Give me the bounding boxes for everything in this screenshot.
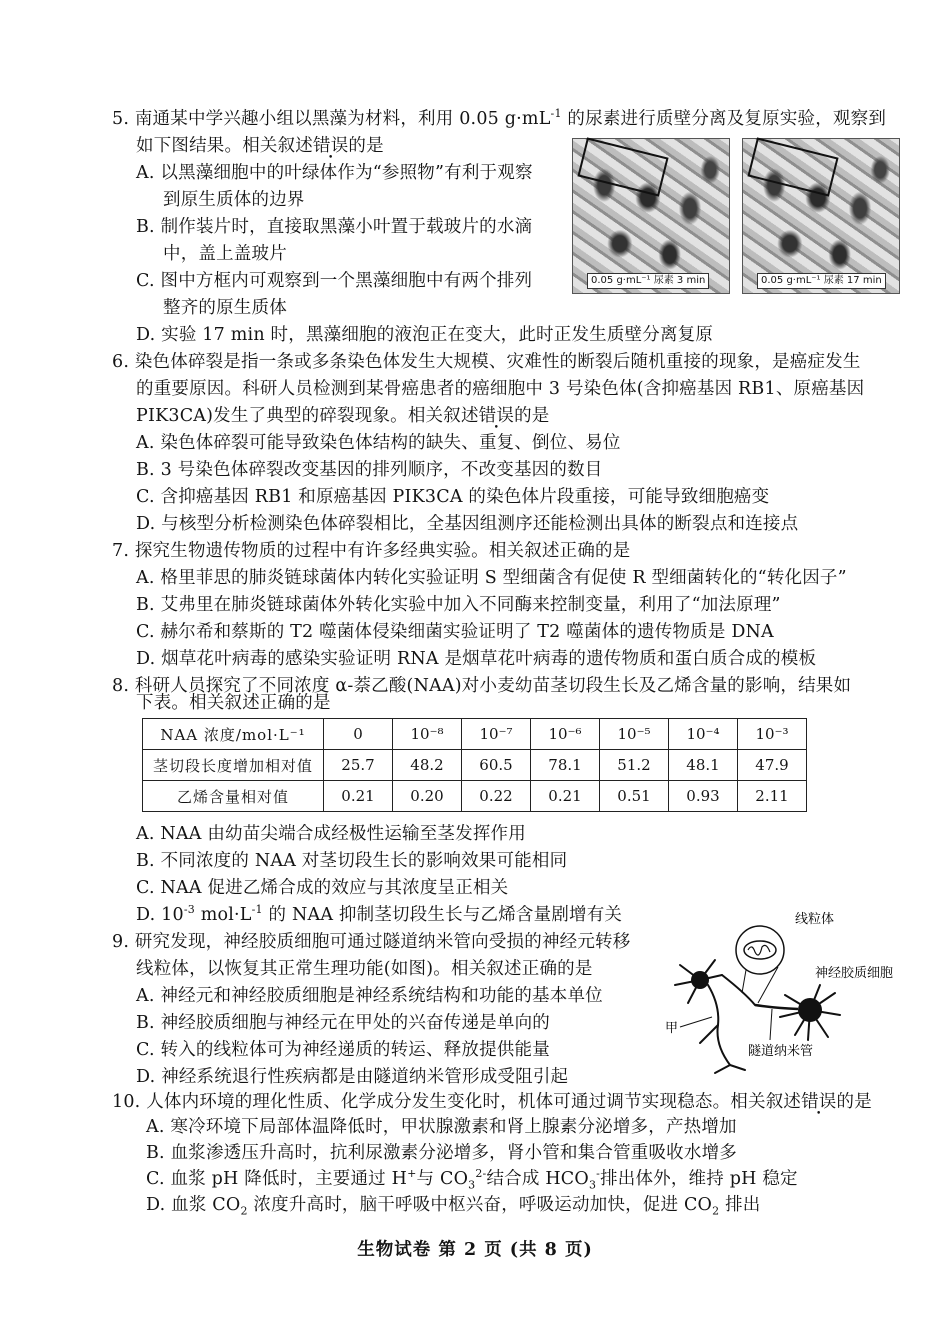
table-cell: 10⁻⁷ — [462, 719, 531, 750]
row-header: 茎切段长度增加相对值 — [143, 750, 324, 781]
q5-option-b: B. 制作装片时，直接取黑藻小叶置于载玻片的水滴 — [136, 217, 533, 237]
table-cell: 10⁻⁵ — [600, 719, 669, 750]
table-cell: 51.2 — [600, 750, 669, 781]
table-cell: 0.21 — [531, 781, 600, 812]
table-cell: 47.9 — [738, 750, 807, 781]
q10-option-a: A. 寒冷环境下局部体温降低时，甲状腺激素和肾上腺素分泌增多，产热增加 — [146, 1117, 737, 1137]
label-nanotube: 隧道纳米管 — [748, 1044, 814, 1059]
micrograph-17min — [742, 138, 900, 294]
neuron-glia-diagram — [660, 905, 910, 1075]
q7-option-d: D. 烟草花叶病毒的感染实验证明 RNA 是烟草花叶病毒的遗传物质和蛋白质合成的模板 — [136, 649, 817, 669]
q5-option-d: D. 实验 17 min 时，黑藻细胞的液泡正在变大，此时正发生质壁分离复原 — [136, 325, 714, 345]
q10-stem: 10. 人体内环境的理化性质、化学成分发生变化时，机体可通过调节实现稳态。相关叙述错误的是 — [112, 1092, 872, 1112]
q5-option-a-cont: 到原生质体的边界 — [163, 190, 305, 210]
table-cell: 60.5 — [462, 750, 531, 781]
micrograph-caption: 0.05 g·mL⁻¹ 尿素 17 min — [757, 273, 886, 289]
table-cell: 78.1 — [531, 750, 600, 781]
table-cell: 0.21 — [324, 781, 393, 812]
q8-stem-line2: 下表。相关叙述正确的是 — [136, 693, 331, 713]
table-row — [143, 719, 807, 750]
q6-stem-line3: PIK3CA)发生了典型的碎裂现象。相关叙述错误的是 — [136, 406, 550, 426]
table-cell: 25.7 — [324, 750, 393, 781]
row-header: 乙烯含量相对值 — [143, 781, 324, 812]
table-row — [143, 781, 807, 812]
pointer-line — [770, 1009, 772, 1040]
table-cell: 0 — [324, 719, 393, 750]
glia-body — [798, 998, 822, 1022]
q7-option-c: C. 赫尔希和蔡斯的 T2 噬菌体侵染细菌实验证明了 T2 噬菌体的遗传物质是 DNA — [136, 622, 774, 642]
observation-box — [577, 137, 668, 196]
q6-option-a: A. 染色体碎裂可能导致染色体结构的缺失、重复、倒位、易位 — [136, 433, 621, 453]
q9-option-a: A. 神经元和神经胶质细胞是神经系统结构和功能的基本单位 — [136, 986, 603, 1006]
q8-option-a: A. NAA 由幼苗尖端合成经极性运输至茎发挥作用 — [136, 824, 526, 844]
naa-data-table — [142, 718, 807, 812]
micrograph-caption: 0.05 g·mL⁻¹ 尿素 3 min — [587, 273, 709, 289]
tunnel-nanotube — [755, 1005, 798, 1009]
q9-option-b: B. 神经胶质细胞与神经元在甲处的兴奋传递是单向的 — [136, 1013, 550, 1033]
q8-option-c: C. NAA 促进乙烯合成的效应与其浓度呈正相关 — [136, 878, 509, 898]
q10-option-c: C. 血浆 pH 降低时，主要通过 H+与 $CO_3^{2-}$结合成 $HCO_3^-$排出体外，维持 pH 稳定 — [146, 1167, 798, 1192]
table-cell: 10⁻³ — [738, 719, 807, 750]
label-jia: 甲 — [665, 1021, 679, 1036]
q9-stem-line1: 9. 研究发现，神经胶质细胞可通过隧道纳米管向受损的神经元转移 — [112, 932, 631, 952]
neuron-icon — [675, 960, 755, 1073]
q8-stem-line1: 8. 科研人员探究了不同浓度 α-萘乙酸(NAA)对小麦幼苗茎切段生长及乙烯含量的影响，结果如 — [112, 676, 852, 696]
q5-stem-line2: 如下图结果。相关叙述错误的是 — [136, 136, 384, 156]
q7-option-a: A. 格里菲思的肺炎链球菌体内转化实验证明 S 型细菌含有促使 R 型细菌转化的“转化因子” — [136, 568, 847, 588]
q9-option-c: C. 转入的线粒体可为神经递质的转运、释放提供能量 — [136, 1040, 550, 1060]
q5-option-a: A. 以黑藻细胞中的叶绿体作为“参照物”有利于观察 — [136, 163, 533, 183]
table-cell: 48.2 — [393, 750, 462, 781]
page-footer: 生物试卷 第 2 页 (共 8 页) — [357, 1240, 593, 1260]
q8-option-d: D. $10^{-3}$ $mol\cdot L^{-1}$ 的 NAA 抑制茎切段生长与乙烯含量剧增有关 — [136, 903, 623, 925]
neuron-body — [691, 971, 709, 989]
q6-option-d: D. 与核型分析检测染色体碎裂相比，全基因组测序还能检测出具体的断裂点和连接点 — [136, 514, 799, 534]
table-cell: 0.22 — [462, 781, 531, 812]
q10-option-b: B. 血浆渗透压升高时，抗利尿激素分泌增多，肾小管和集合管重吸收水增多 — [146, 1143, 737, 1163]
q7-option-b: B. 艾弗里在肺炎链球菌体外转化实验中加入不同酶来控制变量，利用了“加法原理” — [136, 595, 781, 615]
pointer-line — [680, 1017, 712, 1027]
q9-option-d: D. 神经系统退行性疾病都是由隧道纳米管形成受阻引起 — [136, 1067, 569, 1087]
table-row — [143, 750, 807, 781]
row-header: NAA 浓度/mol·L⁻¹ — [143, 719, 324, 750]
label-mitochondrion: 线粒体 — [795, 912, 835, 927]
table-cell: 0.20 — [393, 781, 462, 812]
q10-option-d: D. 血浆 $CO_2$ 浓度升高时，脑干呼吸中枢兴奋，呼吸运动加快，促进 $CO_2$ 排出 — [146, 1195, 761, 1218]
q6-stem-line1: 6. 染色体碎裂是指一条或多条染色体发生大规模、灾难性的断裂后随机重接的现象，是癌症发生 — [112, 352, 861, 372]
micrograph-3min — [572, 138, 730, 294]
mitochondrion-icon — [744, 941, 776, 959]
q8-option-b: B. 不同浓度的 NAA 对茎切段生长的影响效果可能相同 — [136, 851, 568, 871]
table-cell: 0.93 — [669, 781, 738, 812]
table-cell: 0.51 — [600, 781, 669, 812]
table-cell: 10⁻⁴ — [669, 719, 738, 750]
q7-stem: 7. 探究生物遗传物质的过程中有许多经典实验。相关叙述正确的是 — [112, 541, 631, 561]
q5-option-c: C. 图中方框内可观察到一个黑藻细胞中有两个排列 — [136, 271, 533, 291]
q6-stem-line2: 的重要原因。科研人员检测到某骨癌患者的癌细胞中 3 号染色体(含抑癌基因 RB1、原癌基因 — [136, 379, 865, 399]
observation-box — [747, 137, 838, 196]
table-cell: 48.1 — [669, 750, 738, 781]
label-glia: 神经胶质细胞 — [815, 966, 894, 981]
q5-option-c-cont: 整齐的原生质体 — [163, 298, 287, 318]
zoom-line — [742, 970, 746, 993]
table-cell: 10⁻⁶ — [531, 719, 600, 750]
q6-option-c: C. 含抑癌基因 RB1 和原癌基因 PIK3CA 的染色体片段重接，可能导致细胞癌变 — [136, 487, 770, 507]
q5-option-b-cont: 中，盖上盖玻片 — [163, 244, 287, 264]
q5-stem-line1: 5. 南通某中学兴趣小组以黑藻为材料，利用 0.05 $g\cdot mL^{-1}$ 的尿素进行质壁分离及复原实验，观察到 — [112, 107, 887, 129]
table-cell: 10⁻⁸ — [393, 719, 462, 750]
q6-option-b: B. 3 号染色体碎裂改变基因的排列顺序，不改变基因的数目 — [136, 460, 603, 480]
q9-stem-line2: 线粒体，以恢复其正常生理功能(如图)。相关叙述正确的是 — [136, 959, 593, 979]
table-cell: 2.11 — [738, 781, 807, 812]
